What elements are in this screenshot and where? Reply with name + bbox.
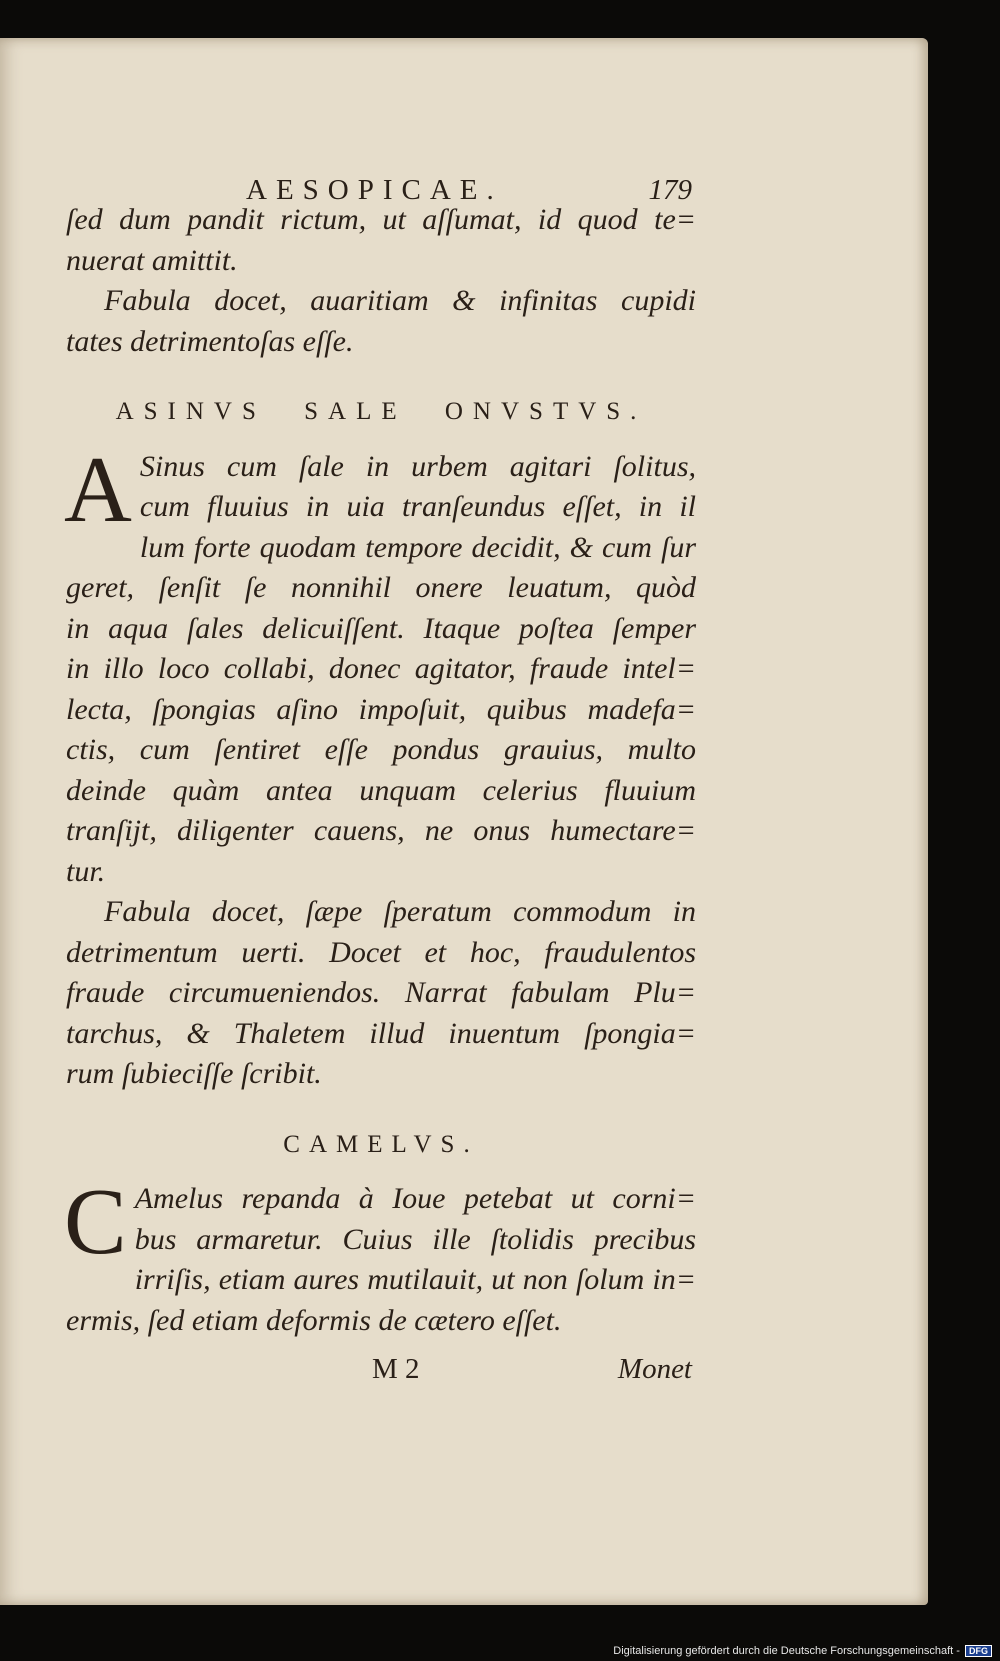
catchword: Monet [617,1353,692,1385]
moral-line: Fabula docet, auaritiam & infinitas cupidi [104,284,696,317]
text-line: in aqua ſales delicuiſſent. Itaque poſtea ſemper [66,611,696,645]
text-line: ermis, ſed etiam deformis de cætero eſſet. [66,1303,562,1337]
dfg-logo: DFG [965,1645,992,1657]
signature-mark: M 2 [372,1353,420,1385]
text-line: geret, ſenſit ſe nonnihil onere leuatum, quòd [66,571,696,604]
text-line: tranſijt, diligenter cauens, ne onus humectare= [66,814,696,847]
drop-capital: A [64,437,132,542]
page-number: 179 [648,174,692,206]
text-line: deinde quàm antea unquam celerius fluuium [66,773,696,807]
text-line: ſed dum pandit rictum, ut aſſumat, id quod te= [66,203,696,236]
moral-line: Fabula docet, ſæpe ſperatum commodum in [104,895,696,928]
text-line: lum forte quodam tempore decidit, & cum ſur [139,530,696,564]
text-line: Amelus repanda à Ioue petebat ut corni= [134,1182,696,1215]
text-line: in illo loco collabi, donec agitator, fraude intel= [66,652,696,685]
book-page [0,38,928,1605]
drop-capital: C [64,1170,127,1274]
fable-heading-camelus: CAMELVS. [283,1130,479,1158]
text-line: nuerat amittit. [66,243,238,277]
fable-camelus [64,1170,696,1341]
intro-passage [66,200,696,362]
text-line: tur. [66,854,106,888]
text-line: ctis, cum ſentiret eſſe pondus grauius, multo [66,733,696,766]
credit-text: Digitalisierung gefördert durch die Deutsche Forschungsgemeinschaft - [613,1645,960,1657]
text-line: lecta, ſpongias aſino impoſuit, quibus madefa= [66,692,696,726]
text-line: irriſis, etiam aures mutilauit, ut non ſolum in= [134,1263,696,1296]
moral-line: rum ſubieciſſe ſcribit. [66,1057,322,1090]
page-header [66,138,696,206]
moral-line: fraude circumueniendos. Narrat fabulam Plu= [66,976,696,1009]
page-footer [66,1343,696,1389]
digitization-credit [613,1645,992,1657]
moral-line: tates detrimentoſas eſſe. [66,324,354,358]
text-line: Sinus cum ſale in urbem agitari ſolitus, [139,449,696,483]
text-line: cum fluuius in uia tranſeundus eſſet, in il [139,490,696,523]
fable-asinus [64,437,696,1095]
page-text [66,138,696,1389]
fable-heading-asinus: ASINVS SALE ONVSTVS. [115,398,647,425]
moral-line: detrimentum uerti. Docet et hoc, fraudulentos [66,935,696,969]
text-line: bus armaretur. Cuius ille ſtolidis precibus [134,1222,696,1256]
running-title: AESOPICAE. [246,174,503,206]
moral-line: tarchus, & Thaletem illud inuentum ſpongia= [66,1016,696,1050]
